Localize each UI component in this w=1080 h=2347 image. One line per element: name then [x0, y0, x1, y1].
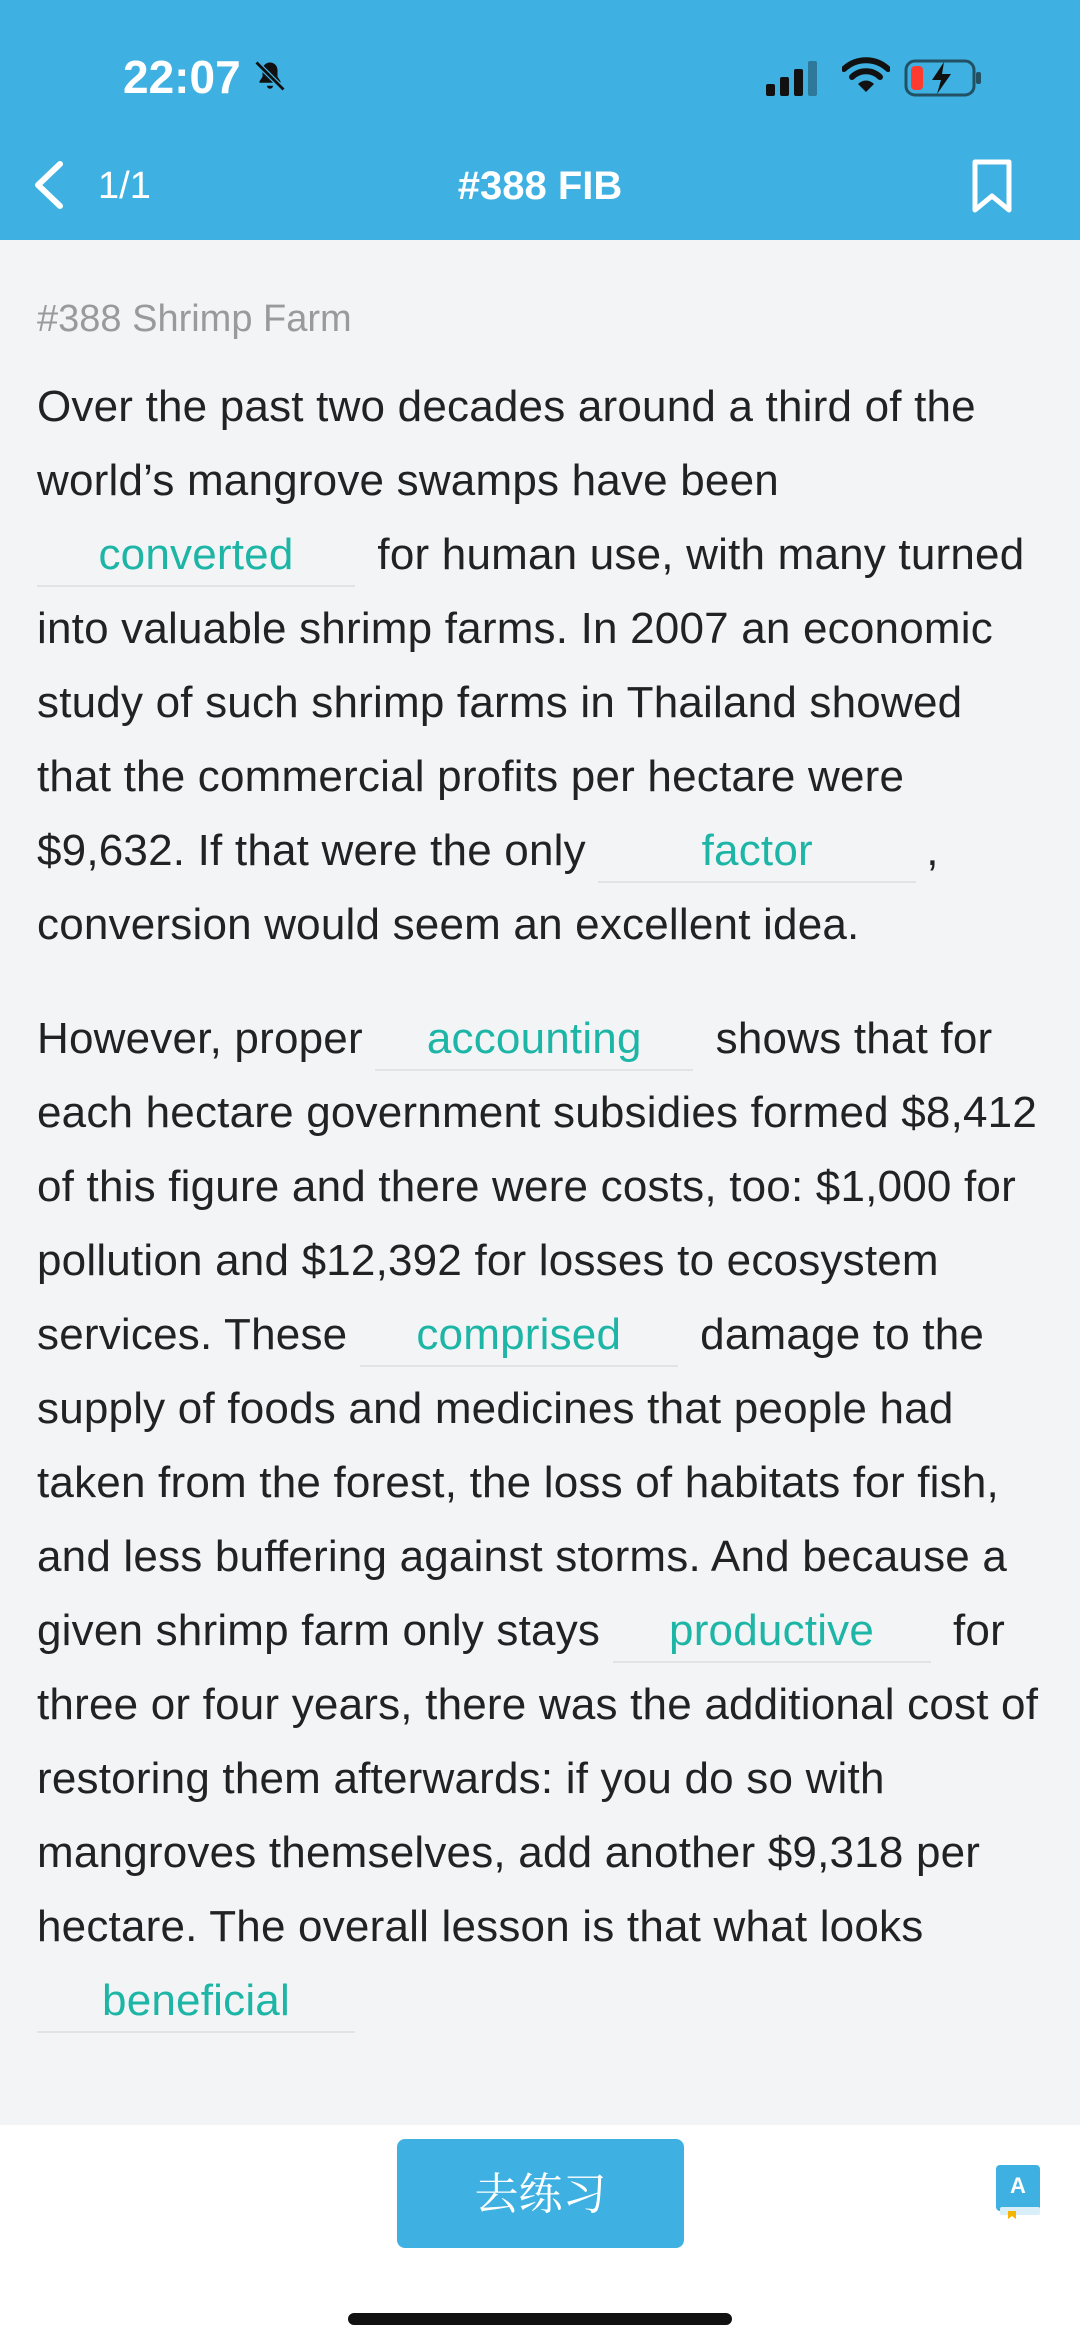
dictionary-book-icon[interactable]	[994, 2163, 1042, 2219]
answer-blank[interactable]: comprised	[360, 1305, 678, 1367]
answer-blank[interactable]: factor	[598, 821, 916, 883]
text-segment: damage to the supply of foods and medicines that people had taken from the forest, the loss of habitats for fish, and less buffering against storms. And because a given shrimp farm only stays	[37, 1310, 1008, 1655]
text-segment: for three or four years, there was the additional cost of restoring them afterwards: if you do so with mangroves themselves, add another $9,318 per hectare. The overall lesson is that what looks	[37, 1606, 1039, 1951]
battery-charging-icon	[904, 58, 984, 98]
answer-blank[interactable]: productive	[613, 1601, 931, 1663]
page-title: #388 FIB	[457, 164, 623, 208]
paragraph-2	[37, 1002, 1047, 2038]
page-counter: 1/1	[98, 165, 151, 207]
practice-button[interactable]: 去练习	[397, 2139, 684, 2248]
text-segment: However, proper	[37, 1014, 376, 1063]
answer-blank[interactable]: accounting	[375, 1009, 693, 1071]
text-segment: shows that for each hectare government subsidies formed $8,412 of this figure and there were costs, too: $1,000 for pollution and $12,392 for losses to ecosystem services. These	[37, 1014, 1038, 1359]
bell-muted-icon	[252, 57, 288, 95]
app-header	[0, 0, 1080, 240]
cellular-signal-icon	[766, 60, 822, 96]
article-content	[37, 290, 1047, 2125]
text-segment: , conversion would seem an excellent idea.	[37, 826, 939, 949]
wifi-icon	[842, 56, 890, 94]
text-segment: for human use, with many turned into valuable shrimp farms. In 2007 an economic study of such shrimp farms in Thailand showed that the commercial profits per hectare were $9,632. If that were the only	[37, 530, 1025, 875]
home-indicator[interactable]	[348, 2313, 732, 2325]
text-segment: Over the past two decades around a third of the world’s mangrove swamps have been	[37, 382, 976, 505]
article-title: #388 Shrimp Farm	[37, 298, 352, 340]
status-time: 22:07	[123, 51, 241, 103]
answer-blank[interactable]: converted	[37, 525, 355, 587]
bookmark-icon[interactable]	[970, 158, 1014, 214]
dictionary-letter: A	[1010, 2173, 1026, 2198]
answer-blank[interactable]: beneficial	[37, 1971, 355, 2033]
bottom-toolbar	[0, 2125, 1080, 2347]
paragraph-1	[37, 370, 1047, 962]
